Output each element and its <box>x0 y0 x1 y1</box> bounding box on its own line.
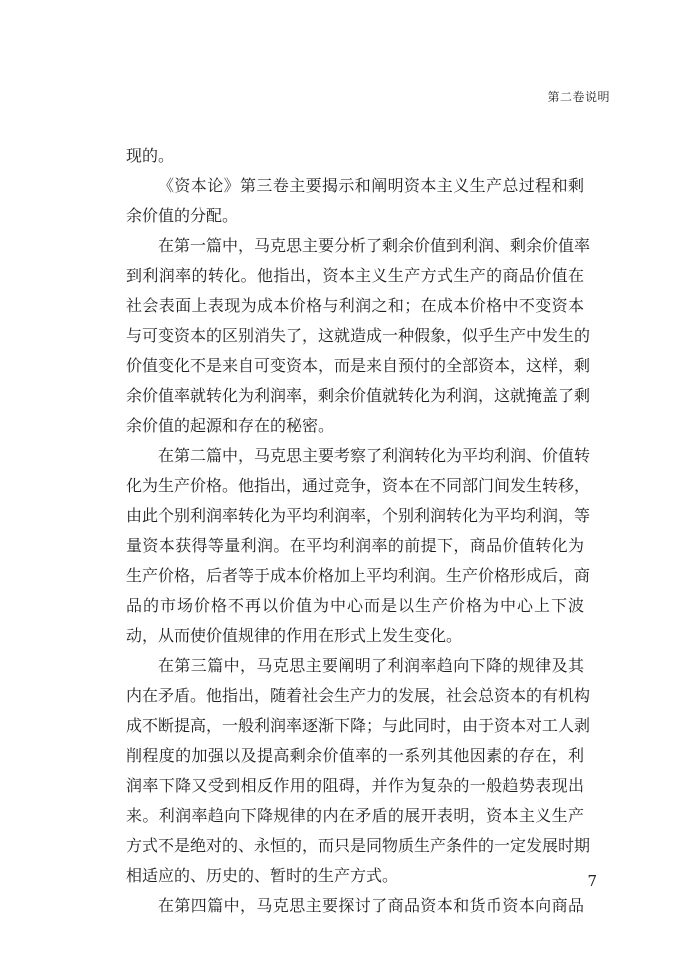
page-number: 7 <box>587 872 597 890</box>
text-line: 在第二篇中，马克思主要考察了利润转化为平均利润、价值转 <box>158 446 591 465</box>
text-line: 在第四篇中，马克思主要探讨了商品资本和货币资本向商品 <box>158 896 584 915</box>
text-line: 余价值的分配。 <box>126 206 239 225</box>
text-line: 社会表面上表现为成本价格与利润之和；在成本价格中不变资本 <box>126 296 584 315</box>
text-line: 与可变资本的区别消失了，这就造成一种假象，似乎生产中发生的 <box>126 326 591 345</box>
text-line: 价值变化不是来自可变资本，而是来自预付的全部资本，这样，剩 <box>126 356 591 375</box>
text-line: 现的。 <box>126 146 175 165</box>
text-line: 在第一篇中，马克思主要分析了剩余价值到利润、剩余价值率 <box>158 236 591 255</box>
text-line: 《资本论》第三卷主要揭示和阐明资本主义生产总过程和剩 <box>158 176 584 195</box>
text-line: 内在矛盾。他指出，随着社会生产力的发展，社会总资本的有机构 <box>126 686 591 705</box>
text-line: 余价值的起源和存在的秘密。 <box>126 416 335 435</box>
text-line: 品的市场价格不再以价值为中心而是以生产价格为中心上下波 <box>126 596 584 615</box>
text-line: 来。利润率趋向下降规律的内在矛盾的展开表明，资本主义生产 <box>126 806 584 825</box>
text-line: 相适应的、历史的、暂时的生产方式。 <box>126 866 399 885</box>
text-line: 生产价格，后者等于成本价格加上平均利润。生产价格形成后，商 <box>126 566 591 585</box>
text-line: 余价值率就转化为利润率，剩余价值就转化为利润，这就掩盖了剩 <box>126 386 591 405</box>
running-header: 第二卷说明 <box>547 90 610 104</box>
text-line: 削程度的加强以及提高剩余价值率的一系列其他因素的存在，利 <box>126 746 584 765</box>
text-line: 润率下降又受到相反作用的阻碍，并作为复杂的一般趋势表现出 <box>126 776 584 795</box>
text-line: 量资本获得等量利润。在平均利润率的前提下，商品价值转化为 <box>126 536 584 555</box>
text-line: 方式不是绝对的、永恒的，而只是同物质生产条件的一定发展时期 <box>126 836 591 855</box>
text-line: 化为生产价格。他指出，通过竞争，资本在不同部门间发生转移， <box>126 476 591 495</box>
body-text <box>126 141 591 921</box>
text-line: 在第三篇中，马克思主要阐明了利润率趋向下降的规律及其 <box>158 656 584 675</box>
text-line: 由此个别利润率转化为平均利润率，个别利润转化为平均利润，等 <box>126 506 591 525</box>
text-line: 成不断提高，一般利润率逐渐下降；与此同时，由于资本对工人剥 <box>126 716 591 735</box>
text-line: 动，从而使价值规律的作用在形式上发生变化。 <box>126 626 463 645</box>
text-line: 到利润率的转化。他指出，资本主义生产方式生产的商品价值在 <box>126 266 584 285</box>
